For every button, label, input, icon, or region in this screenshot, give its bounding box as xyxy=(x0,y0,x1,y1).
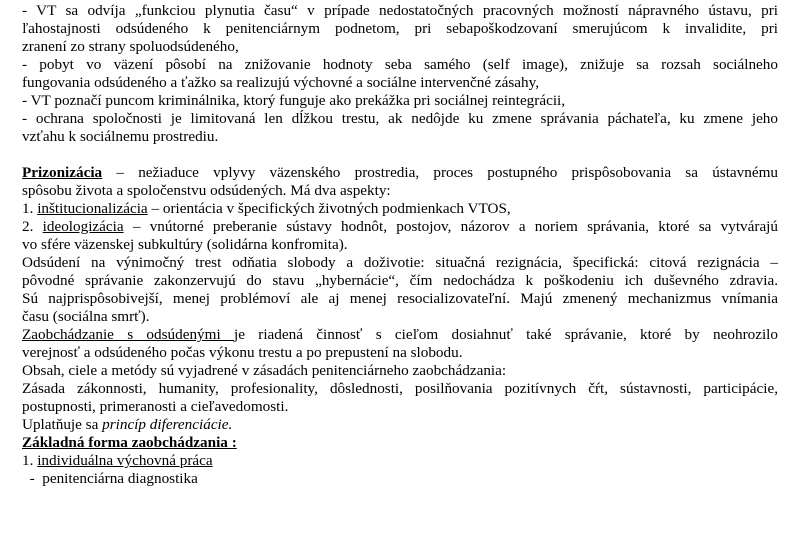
text-line: pôvodné správanie zakonzervujú do stavu „hybernácie“, čím nedochádza k poškodeniu ich duševného zdravia. xyxy=(22,272,778,289)
list-number: 1. xyxy=(22,200,38,217)
text-line: - VT poznačí puncom kriminálnika, ktorý funguje ako prekážka pri sociálnej reintegrácii, xyxy=(22,92,566,109)
term-individualna-vychovna-praca: individuálna výchovná práca xyxy=(37,452,213,469)
list-number: 1. xyxy=(22,452,38,469)
text-line: Obsah, ciele a metódy sú vyjadrené v zásadách penitenciárneho zaobchádzania: xyxy=(22,362,507,379)
text-line: postupnosti, primeranosti a cieľavedomosti. xyxy=(22,398,289,415)
text-line: spôsobu života a spoločenstvu odsúdených. Má dva aspekty: xyxy=(22,182,391,199)
text-line: - ochrana spoločnosti je limitovaná len dĺžkou trestu, ak nedôjde ku zmene správania páchateľa, ku zmene jeho xyxy=(22,110,778,127)
term-prizonizacia: Prizonizácia xyxy=(22,164,103,181)
term-princip-diferenciacie: princíp diferenciácie. xyxy=(102,416,233,433)
list-item xyxy=(22,218,778,236)
zaobchadzanie-paragraph xyxy=(22,326,778,344)
text-line: zranení zo strany spoluodsúdeného, xyxy=(22,38,239,55)
text-line: Sú najprispôsobivejší, menej problémoví ale aj menej resocializovateľní. Majú zmenený mechanizmus vnímania xyxy=(22,290,778,307)
text-line: verejnosť a odsúdeného počas výkonu trestu a po prepustení na slobodu. xyxy=(22,344,463,361)
term-institucionalizacia: inštitucionalizácia xyxy=(37,200,148,217)
text-line xyxy=(22,416,232,434)
text-line: fungovania odsúdeného a ťažko sa realizujú výchovné a sociálne intervenčné zásahy, xyxy=(22,74,540,91)
text-span: – vnútorné preberanie sústavy hodnôt, postojov, názorov a noriem správania, ktoré sa vytvárajú xyxy=(123,218,778,235)
list-number: 2. xyxy=(22,218,43,235)
term-ideologizacia: ideologizácia xyxy=(42,218,124,235)
text-span: Uplatňuje sa xyxy=(22,416,103,433)
text-line: vo sfére väzenskej subkultúry (solidárna konfromita). xyxy=(22,236,348,253)
text-line: vzťahu k sociálnemu prostrediu. xyxy=(22,128,219,145)
list-item xyxy=(22,452,213,470)
text-line: ľahostajnosti odsúdeného k penitenciárnym podnetom, pri sebapoškodzovaní smerujúcom k invalidite, pri xyxy=(22,20,778,37)
text-span: – orientácia v špecifických životných podmienkach VTOS, xyxy=(147,200,511,217)
text-line: Zásada zákonnosti, humanity, profesionality, dôslednosti, posilňovania pozitívnych čŕt, sústavnosti, participácie, xyxy=(22,380,778,397)
section-heading: Základná forma zaobchádzania : xyxy=(22,434,237,451)
term-zaobchadzanie: Zaobchádzanie s odsúdenými xyxy=(22,326,234,343)
text-line: času (sociálna smrť). xyxy=(22,308,150,325)
text-span: – nežiaduce vplyvy väzenského prostredia, proces postupného prispôsobovania sa ústavnému xyxy=(102,164,778,181)
text-line: - VT sa odvíja „funkciou plynutia času“ v prípade nedostatočných pracovných možností nápravného ústavu, pri xyxy=(22,2,778,19)
prizonizacia-paragraph xyxy=(22,164,778,182)
text-span: je riadená činnosť s cieľom dosiahnuť také správanie, ktoré by neohrozilo xyxy=(234,326,778,343)
list-item xyxy=(22,200,511,218)
text-line: Odsúdení na výnimočný trest odňatia slobody a doživotie: situačná rezignácia, špecifická: citová rezignácia – xyxy=(22,254,778,271)
text-line: - pobyt vo väzení pôsobí na znižovanie hodnoty seba samého (self image), znižuje sa rozsah sociálneho xyxy=(22,56,778,73)
sub-list-item: - penitenciárna diagnostika xyxy=(22,470,198,487)
